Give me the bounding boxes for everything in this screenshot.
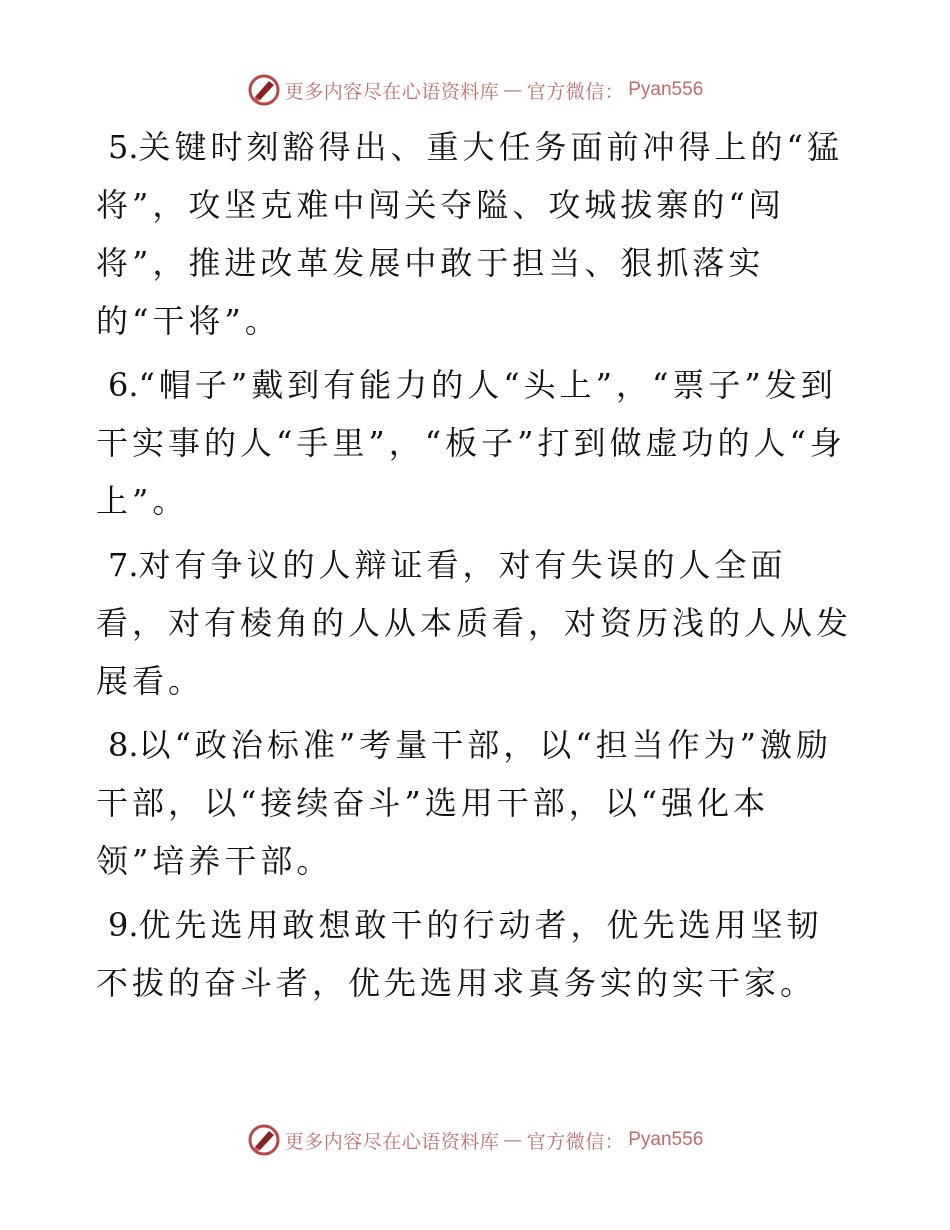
header-brand [247,73,704,107]
item-text: 以“政治标准”考量干部，以“担当作为”激励干部，以“接续奋斗”选用干部，以“强化本领”培养干部。 [96,726,832,880]
item-text: “帽子”戴到有能力的人“头上”，“票子”发到干实事的人“手里”，“板子”打到做虚功的人“身上”。 [96,366,846,520]
item-number: 7. [108,546,139,584]
header-handle: Pyan556 [628,79,704,100]
header-dash: — [503,79,523,101]
footer-dash: — [503,1129,523,1151]
list-item [96,118,856,350]
list-item [96,716,856,890]
page-header [0,70,950,110]
footer-brand [247,1123,704,1157]
pen-logo-icon [247,73,281,107]
footer-text: 更多内容尽在心语资料库 [284,1130,500,1153]
pen-logo-icon [247,1123,281,1157]
item-number: 5. [108,128,139,166]
item-text: 对有争议的人辩证看，对有失误的人全面看，对有棱角的人从本质看，对资历浅的人从发展看。 [96,546,853,700]
header-text: 更多内容尽在心语资料库 [284,80,500,103]
footer-handle: Pyan556 [628,1129,704,1150]
list-item [96,536,856,710]
page-footer [0,1120,950,1160]
item-text: 优先选用敢想敢干的行动者，优先选用坚韧不拔的奋斗者，优先选用求真务实的实干家。 [96,906,823,1002]
list-item [96,356,856,530]
item-number: 8. [108,726,139,764]
item-text: 关键时刻豁得出、重大任务面前冲得上的“猛将”，攻坚克难中闯关夺隘、攻城拔寨的“闯将”，推进改革发展中敢于担当、狠抓落实的“干将”。 [96,128,843,340]
document-body [96,118,856,1018]
header-official: 官方微信： [526,80,625,103]
item-number: 6. [108,366,139,404]
item-number: 9. [108,906,139,944]
footer-official: 官方微信： [526,1130,625,1153]
list-item [96,896,856,1012]
